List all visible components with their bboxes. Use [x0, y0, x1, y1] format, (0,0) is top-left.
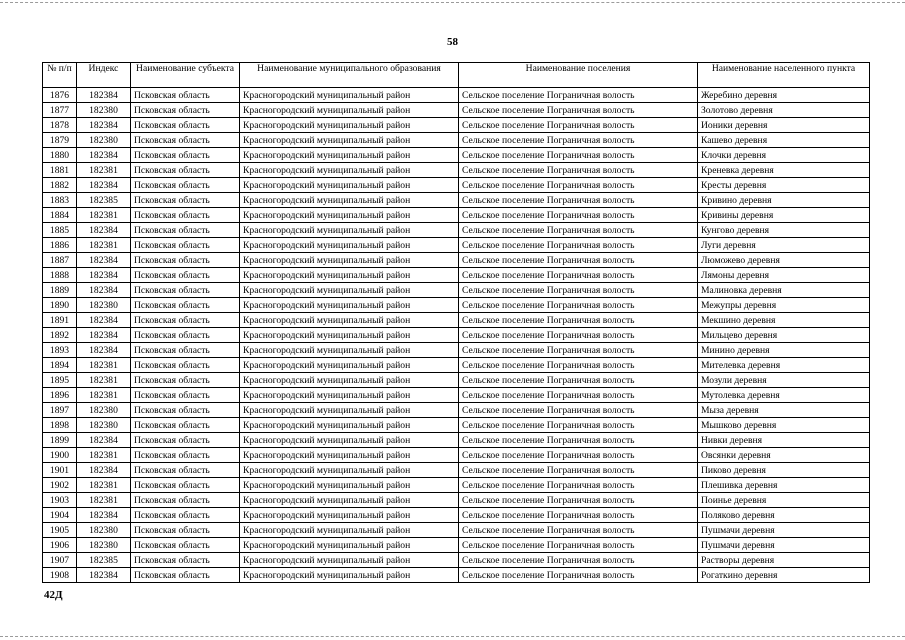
cell-num: 1892 — [43, 328, 77, 343]
cell-subject: Псковская область — [131, 118, 240, 133]
cell-settlement: Сельское поселение Пограничная волость — [459, 238, 698, 253]
cell-settlement: Сельское поселение Пограничная волость — [459, 553, 698, 568]
cell-subject: Псковская область — [131, 103, 240, 118]
cell-num: 1878 — [43, 118, 77, 133]
cell-settlement: Сельское поселение Пограничная волость — [459, 388, 698, 403]
cell-municipality: Красногородский муниципальный район — [240, 283, 459, 298]
cell-settlement: Сельское поселение Пограничная волость — [459, 508, 698, 523]
cell-locality: Рогаткино деревня — [698, 568, 870, 583]
cell-municipality: Красногородский муниципальный район — [240, 268, 459, 283]
cell-locality: Мозули деревня — [698, 373, 870, 388]
cell-locality: Жеребино деревня — [698, 88, 870, 103]
table-row — [43, 463, 870, 478]
cell-locality: Мышково деревня — [698, 418, 870, 433]
cell-locality: Кунгово деревня — [698, 223, 870, 238]
cell-settlement: Сельское поселение Пограничная волость — [459, 298, 698, 313]
cell-index: 182384 — [77, 88, 131, 103]
table-row — [43, 238, 870, 253]
cell-municipality: Красногородский муниципальный район — [240, 298, 459, 313]
cell-index: 182384 — [77, 328, 131, 343]
cell-municipality: Красногородский муниципальный район — [240, 178, 459, 193]
cell-index: 182381 — [77, 448, 131, 463]
table-row — [43, 88, 870, 103]
cell-locality: Нивки деревня — [698, 433, 870, 448]
cell-settlement: Сельское поселение Пограничная волость — [459, 223, 698, 238]
footer-mark: 42Д — [44, 589, 63, 601]
cell-locality: Овсянки деревня — [698, 448, 870, 463]
cell-locality: Клочки деревня — [698, 148, 870, 163]
cell-num: 1881 — [43, 163, 77, 178]
header-subject: Наименование субъекта — [131, 63, 240, 88]
table-row — [43, 403, 870, 418]
table-row — [43, 508, 870, 523]
cell-index: 182384 — [77, 463, 131, 478]
cell-settlement: Сельское поселение Пограничная волость — [459, 433, 698, 448]
cell-subject: Псковская область — [131, 553, 240, 568]
cell-index: 182384 — [77, 148, 131, 163]
cell-num: 1898 — [43, 418, 77, 433]
cell-municipality: Красногородский муниципальный район — [240, 238, 459, 253]
header-settlement: Наименование поселения — [459, 63, 698, 88]
cell-num: 1900 — [43, 448, 77, 463]
cell-index: 182381 — [77, 163, 131, 178]
cell-num: 1890 — [43, 298, 77, 313]
cell-subject: Псковская область — [131, 298, 240, 313]
cell-index: 182380 — [77, 523, 131, 538]
cell-num: 1895 — [43, 373, 77, 388]
cell-settlement: Сельское поселение Пограничная волость — [459, 178, 698, 193]
cell-municipality: Красногородский муниципальный район — [240, 463, 459, 478]
cell-subject: Псковская область — [131, 88, 240, 103]
cell-index: 182384 — [77, 313, 131, 328]
cell-num: 1908 — [43, 568, 77, 583]
cell-subject: Псковская область — [131, 133, 240, 148]
cell-num: 1876 — [43, 88, 77, 103]
cell-subject: Псковская область — [131, 433, 240, 448]
scan-edge-top — [0, 2, 905, 3]
cell-settlement: Сельское поселение Пограничная волость — [459, 328, 698, 343]
table-row — [43, 133, 870, 148]
cell-index: 182384 — [77, 343, 131, 358]
cell-locality: Золотово деревня — [698, 103, 870, 118]
table-row — [43, 373, 870, 388]
cell-index: 182381 — [77, 373, 131, 388]
cell-num: 1903 — [43, 493, 77, 508]
cell-num: 1879 — [43, 133, 77, 148]
cell-index: 182384 — [77, 223, 131, 238]
table-row — [43, 493, 870, 508]
cell-municipality: Красногородский муниципальный район — [240, 103, 459, 118]
cell-locality: Мителевка деревня — [698, 358, 870, 373]
cell-municipality: Красногородский муниципальный район — [240, 373, 459, 388]
cell-subject: Псковская область — [131, 418, 240, 433]
cell-subject: Псковская область — [131, 343, 240, 358]
cell-num: 1883 — [43, 193, 77, 208]
cell-index: 182381 — [77, 388, 131, 403]
cell-num: 1897 — [43, 403, 77, 418]
cell-subject: Псковская область — [131, 493, 240, 508]
cell-num: 1904 — [43, 508, 77, 523]
cell-num: 1877 — [43, 103, 77, 118]
table-row — [43, 298, 870, 313]
cell-index: 182380 — [77, 103, 131, 118]
cell-settlement: Сельское поселение Пограничная волость — [459, 163, 698, 178]
cell-municipality: Красногородский муниципальный район — [240, 388, 459, 403]
header-locality: Наименование населенного пункта — [698, 63, 870, 88]
cell-municipality: Красногородский муниципальный район — [240, 493, 459, 508]
cell-num: 1882 — [43, 178, 77, 193]
cell-municipality: Красногородский муниципальный район — [240, 118, 459, 133]
table-row — [43, 118, 870, 133]
table-row — [43, 568, 870, 583]
page-number: 58 — [447, 36, 458, 48]
header-municipality: Наименование муниципального образования — [240, 63, 459, 88]
cell-settlement: Сельское поселение Пограничная волость — [459, 478, 698, 493]
cell-subject: Псковская область — [131, 358, 240, 373]
cell-settlement: Сельское поселение Пограничная волость — [459, 283, 698, 298]
cell-municipality: Красногородский муниципальный район — [240, 148, 459, 163]
table-row — [43, 448, 870, 463]
table-row — [43, 553, 870, 568]
table-row — [43, 283, 870, 298]
cell-num: 1899 — [43, 433, 77, 448]
cell-index: 182381 — [77, 478, 131, 493]
cell-municipality: Красногородский муниципальный район — [240, 193, 459, 208]
cell-num: 1886 — [43, 238, 77, 253]
cell-settlement: Сельское поселение Пограничная волость — [459, 463, 698, 478]
cell-municipality: Красногородский муниципальный район — [240, 478, 459, 493]
cell-num: 1906 — [43, 538, 77, 553]
cell-settlement: Сельское поселение Пограничная волость — [459, 268, 698, 283]
cell-subject: Псковская область — [131, 403, 240, 418]
cell-municipality: Красногородский муниципальный район — [240, 328, 459, 343]
table-row — [43, 103, 870, 118]
cell-locality: Люможево деревня — [698, 253, 870, 268]
cell-num: 1891 — [43, 313, 77, 328]
cell-locality: Кресты деревня — [698, 178, 870, 193]
cell-subject: Псковская область — [131, 283, 240, 298]
cell-index: 182384 — [77, 568, 131, 583]
cell-num: 1887 — [43, 253, 77, 268]
cell-subject: Псковская область — [131, 193, 240, 208]
cell-municipality: Красногородский муниципальный район — [240, 88, 459, 103]
settlements-table — [42, 62, 870, 583]
cell-num: 1896 — [43, 388, 77, 403]
cell-num: 1885 — [43, 223, 77, 238]
cell-num: 1902 — [43, 478, 77, 493]
table-row — [43, 343, 870, 358]
cell-index: 182380 — [77, 298, 131, 313]
table-row — [43, 208, 870, 223]
cell-settlement: Сельское поселение Пограничная волость — [459, 133, 698, 148]
cell-subject: Псковская область — [131, 568, 240, 583]
cell-locality: Ионики деревня — [698, 118, 870, 133]
cell-subject: Псковская область — [131, 268, 240, 283]
cell-index: 182381 — [77, 493, 131, 508]
table-header-row — [43, 63, 870, 88]
cell-municipality: Красногородский муниципальный район — [240, 568, 459, 583]
cell-municipality: Красногородский муниципальный район — [240, 508, 459, 523]
cell-index: 182385 — [77, 553, 131, 568]
cell-index: 182381 — [77, 358, 131, 373]
cell-settlement: Сельское поселение Пограничная волость — [459, 358, 698, 373]
table-row — [43, 358, 870, 373]
table-row — [43, 193, 870, 208]
cell-municipality: Красногородский муниципальный район — [240, 253, 459, 268]
cell-locality: Креневка деревня — [698, 163, 870, 178]
cell-subject: Псковская область — [131, 478, 240, 493]
cell-subject: Псковская область — [131, 253, 240, 268]
table-row — [43, 478, 870, 493]
cell-settlement: Сельское поселение Пограничная волость — [459, 118, 698, 133]
cell-settlement: Сельское поселение Пограничная волость — [459, 523, 698, 538]
table-row — [43, 313, 870, 328]
cell-settlement: Сельское поселение Пограничная волость — [459, 148, 698, 163]
table-row — [43, 433, 870, 448]
cell-locality: Пушмачи деревня — [698, 523, 870, 538]
cell-subject: Псковская область — [131, 208, 240, 223]
table-row — [43, 178, 870, 193]
cell-subject: Псковская область — [131, 463, 240, 478]
cell-locality: Поинье деревня — [698, 493, 870, 508]
cell-locality: Малиновка деревня — [698, 283, 870, 298]
cell-municipality: Красногородский муниципальный район — [240, 523, 459, 538]
table-body — [43, 88, 870, 583]
cell-municipality: Красногородский муниципальный район — [240, 403, 459, 418]
cell-num: 1894 — [43, 358, 77, 373]
cell-num: 1893 — [43, 343, 77, 358]
cell-subject: Псковская область — [131, 148, 240, 163]
table-row — [43, 388, 870, 403]
cell-locality: Кашево деревня — [698, 133, 870, 148]
cell-settlement: Сельское поселение Пограничная волость — [459, 403, 698, 418]
cell-index: 182385 — [77, 193, 131, 208]
cell-municipality: Красногородский муниципальный район — [240, 163, 459, 178]
cell-index: 182380 — [77, 133, 131, 148]
cell-settlement: Сельское поселение Пограничная волость — [459, 88, 698, 103]
table-row — [43, 253, 870, 268]
cell-locality: Минино деревня — [698, 343, 870, 358]
cell-subject: Псковская область — [131, 163, 240, 178]
cell-municipality: Красногородский муниципальный район — [240, 313, 459, 328]
cell-locality: Кривино деревня — [698, 193, 870, 208]
cell-index: 182384 — [77, 268, 131, 283]
cell-index: 182380 — [77, 403, 131, 418]
cell-num: 1880 — [43, 148, 77, 163]
cell-subject: Псковская область — [131, 238, 240, 253]
table-row — [43, 223, 870, 238]
cell-subject: Псковская область — [131, 388, 240, 403]
table-row — [43, 328, 870, 343]
cell-index: 182384 — [77, 178, 131, 193]
cell-locality: Луги деревня — [698, 238, 870, 253]
cell-settlement: Сельское поселение Пограничная волость — [459, 373, 698, 388]
cell-settlement: Сельское поселение Пограничная волость — [459, 208, 698, 223]
cell-subject: Псковская область — [131, 223, 240, 238]
cell-locality: Мутолевка деревня — [698, 388, 870, 403]
table-row — [43, 418, 870, 433]
header-index: Индекс — [77, 63, 131, 88]
cell-index: 182384 — [77, 508, 131, 523]
cell-index: 182380 — [77, 418, 131, 433]
cell-subject: Псковская область — [131, 448, 240, 463]
cell-locality: Кривины деревня — [698, 208, 870, 223]
cell-locality: Пиково деревня — [698, 463, 870, 478]
cell-settlement: Сельское поселение Пограничная волость — [459, 343, 698, 358]
cell-settlement: Сельское поселение Пограничная волость — [459, 568, 698, 583]
cell-settlement: Сельское поселение Пограничная волость — [459, 538, 698, 553]
cell-index: 182381 — [77, 238, 131, 253]
cell-subject: Псковская область — [131, 313, 240, 328]
table-row — [43, 523, 870, 538]
cell-locality: Лямоны деревня — [698, 268, 870, 283]
cell-municipality: Красногородский муниципальный район — [240, 133, 459, 148]
cell-num: 1888 — [43, 268, 77, 283]
header-num: № п/п — [43, 63, 77, 88]
cell-num: 1884 — [43, 208, 77, 223]
cell-index: 182381 — [77, 208, 131, 223]
cell-subject: Псковская область — [131, 538, 240, 553]
cell-index: 182380 — [77, 538, 131, 553]
cell-municipality: Красногородский муниципальный район — [240, 418, 459, 433]
cell-locality: Межупры деревня — [698, 298, 870, 313]
cell-settlement: Сельское поселение Пограничная волость — [459, 193, 698, 208]
scan-edge-bottom — [0, 636, 905, 637]
table-row — [43, 163, 870, 178]
cell-num: 1907 — [43, 553, 77, 568]
cell-num: 1889 — [43, 283, 77, 298]
cell-settlement: Сельское поселение Пограничная волость — [459, 448, 698, 463]
cell-subject: Псковская область — [131, 178, 240, 193]
cell-locality: Мильцево деревня — [698, 328, 870, 343]
cell-index: 182384 — [77, 283, 131, 298]
cell-locality: Растворы деревня — [698, 553, 870, 568]
cell-index: 182384 — [77, 118, 131, 133]
cell-municipality: Красногородский муниципальный район — [240, 553, 459, 568]
cell-settlement: Сельское поселение Пограничная волость — [459, 103, 698, 118]
cell-municipality: Красногородский муниципальный район — [240, 343, 459, 358]
cell-municipality: Красногородский муниципальный район — [240, 208, 459, 223]
cell-subject: Псковская область — [131, 373, 240, 388]
cell-locality: Плешивка деревня — [698, 478, 870, 493]
cell-settlement: Сельское поселение Пограничная волость — [459, 253, 698, 268]
cell-subject: Псковская область — [131, 328, 240, 343]
cell-index: 182384 — [77, 253, 131, 268]
cell-settlement: Сельское поселение Пограничная волость — [459, 493, 698, 508]
table-row — [43, 268, 870, 283]
table-row — [43, 538, 870, 553]
cell-index: 182384 — [77, 433, 131, 448]
cell-locality: Мыза деревня — [698, 403, 870, 418]
cell-subject: Псковская область — [131, 508, 240, 523]
cell-subject: Псковская область — [131, 523, 240, 538]
cell-municipality: Красногородский муниципальный район — [240, 358, 459, 373]
cell-locality: Пушмачи деревня — [698, 538, 870, 553]
cell-num: 1901 — [43, 463, 77, 478]
cell-municipality: Красногородский муниципальный район — [240, 448, 459, 463]
cell-municipality: Красногородский муниципальный район — [240, 538, 459, 553]
cell-settlement: Сельское поселение Пограничная волость — [459, 418, 698, 433]
cell-municipality: Красногородский муниципальный район — [240, 223, 459, 238]
cell-num: 1905 — [43, 523, 77, 538]
cell-locality: Мекшино деревня — [698, 313, 870, 328]
table-row — [43, 148, 870, 163]
cell-settlement: Сельское поселение Пограничная волость — [459, 313, 698, 328]
cell-municipality: Красногородский муниципальный район — [240, 433, 459, 448]
cell-locality: Поляково деревня — [698, 508, 870, 523]
